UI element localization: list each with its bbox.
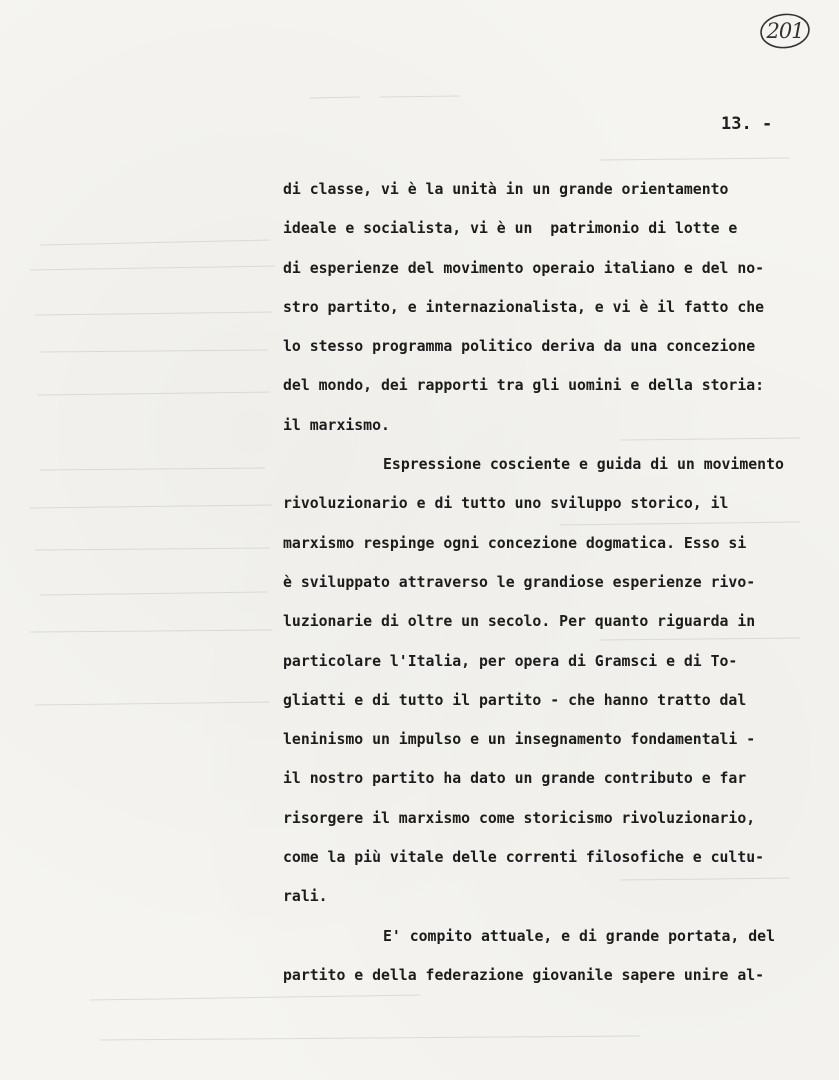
text-line: partito e della federazione giovanile sapere unire al- — [283, 966, 765, 984]
text-line: particolare l'Italia, per opera di Gramsci e di To- — [283, 652, 738, 670]
text-line: il nostro partito ha dato un grande contributo e far — [283, 770, 747, 788]
text-line: stro partito, e internazionalista, e vi è il fatto che — [283, 298, 765, 316]
text-line: leninismo un impulso e un insegnamento fondamentali - — [283, 731, 756, 749]
page-number: 13. - — [721, 114, 773, 134]
text-line: gliatti e di tutto il partito - che hanno tratto dal — [283, 691, 747, 709]
text-line: di classe, vi è la unità in un grande orientamento — [283, 181, 729, 198]
text-line: risorgere il marxismo come storicismo rivoluzionario, — [283, 809, 756, 827]
text-line: di esperienze del movimento operaio italiano e del no- — [283, 259, 765, 277]
text-line: il marxismo. — [283, 416, 390, 434]
text-line: è sviluppato attraverso le grandiose esperienze rivo- — [283, 573, 756, 591]
text-line: del mondo, dei rapporti tra gli uomini e della storia: — [283, 377, 765, 395]
text-line: Espressione cosciente e guida di un movimento — [383, 456, 784, 474]
text-line: luzionarie di oltre un secolo. Per quanto riguarda in — [283, 613, 756, 631]
stamp-number: 201 — [766, 19, 804, 43]
text-line: E' compito attuale, e di grande portata, del — [383, 927, 775, 945]
body-text — [283, 170, 831, 995]
text-line: rali. — [283, 888, 328, 906]
archive-stamp — [758, 12, 812, 50]
text-line: lo stesso programma politico deriva da una concezione — [283, 338, 756, 356]
text-line: come la più vitale delle correnti filosofiche e cultu- — [283, 849, 765, 867]
text-line: ideale e socialista, vi è un patrimonio di lotte e — [283, 220, 738, 238]
text-line: marxismo respinge ogni concezione dogmatica. Esso si — [283, 534, 747, 552]
text-line: rivoluzionario e di tutto uno sviluppo storico, il — [283, 495, 729, 513]
